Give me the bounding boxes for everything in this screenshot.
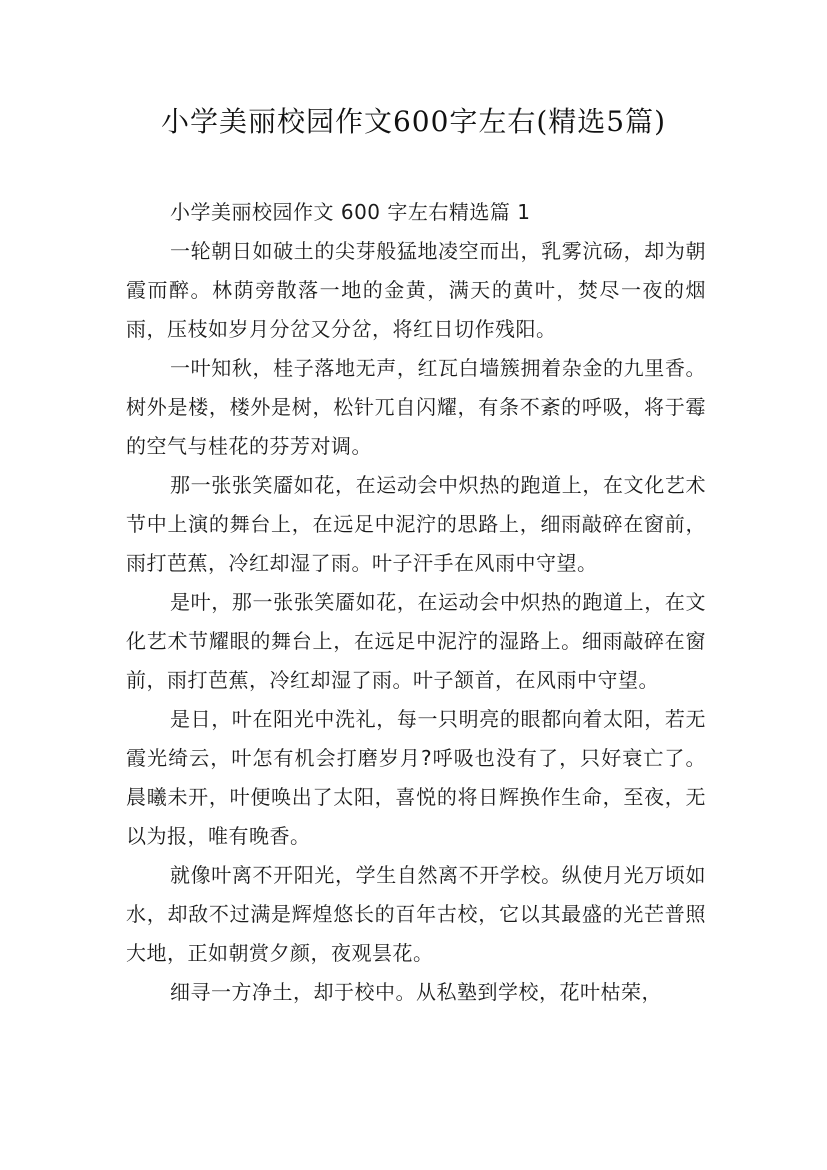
paragraph: 是日，叶在阳光中洗礼，每一只明亮的眼都向着太阳，若无霞光绮云，叶怎有机会打磨岁月?呼吸也没有了，只好衰亡了。晨曦未开，叶便唤出了太阳，喜悦的将日辉换作生命，至夜，无以为报，唯有晚香。 (126, 707, 706, 848)
paragraph: 一叶知秋，桂子落地无声，红瓦白墙簇拥着杂金的九里香。树外是楼，楼外是树，松针兀自闪耀，有条不紊的呼吸，将于霉的空气与桂花的芬芳对调。 (126, 356, 706, 458)
section-heading: 小学美丽校园作文 600 字左右精选篇 1 (170, 200, 531, 224)
document-title: 小学美丽校园作文600字左右(精选5篇) (160, 105, 667, 138)
paragraph: 就像叶离不开阳光，学生自然离不开学校。纵使月光万顷如水，却敌不过满是辉煌悠长的百年古校，它以其最盛的光芒普照大地，正如朝赏夕颜，夜观昙花。 (126, 863, 706, 965)
paragraph: 细寻一方净土，却于校中。从私塾到学校，花叶枯荣， (170, 980, 662, 1004)
paragraph: 那一张张笑靥如花，在运动会中炽热的跑道上，在文化艺术节中上演的舞台上，在远足中泥泞的思路上，细雨敲碎在窗前，雨打芭蕉，冷红却湿了雨。叶子汗手在风雨中守望。 (126, 473, 706, 575)
paragraph: 是叶，那一张张笑靥如花，在运动会中炽热的跑道上，在文化艺术节耀眼的舞台上，在远足中泥泞的湿路上。细雨敲碎在窗前，雨打芭蕉，冷红却湿了雨。叶子颔首，在风雨中守望。 (126, 590, 706, 692)
paragraph: 一轮朝日如破土的尖芽般猛地凌空而出，乳雾沆砀，却为朝霞而醉。林荫旁散落一地的金黄，满天的黄叶，焚尽一夜的烟雨，压枝如岁月分岔又分岔，将红日切作残阳。 (126, 239, 706, 341)
document-body (126, 193, 706, 1012)
